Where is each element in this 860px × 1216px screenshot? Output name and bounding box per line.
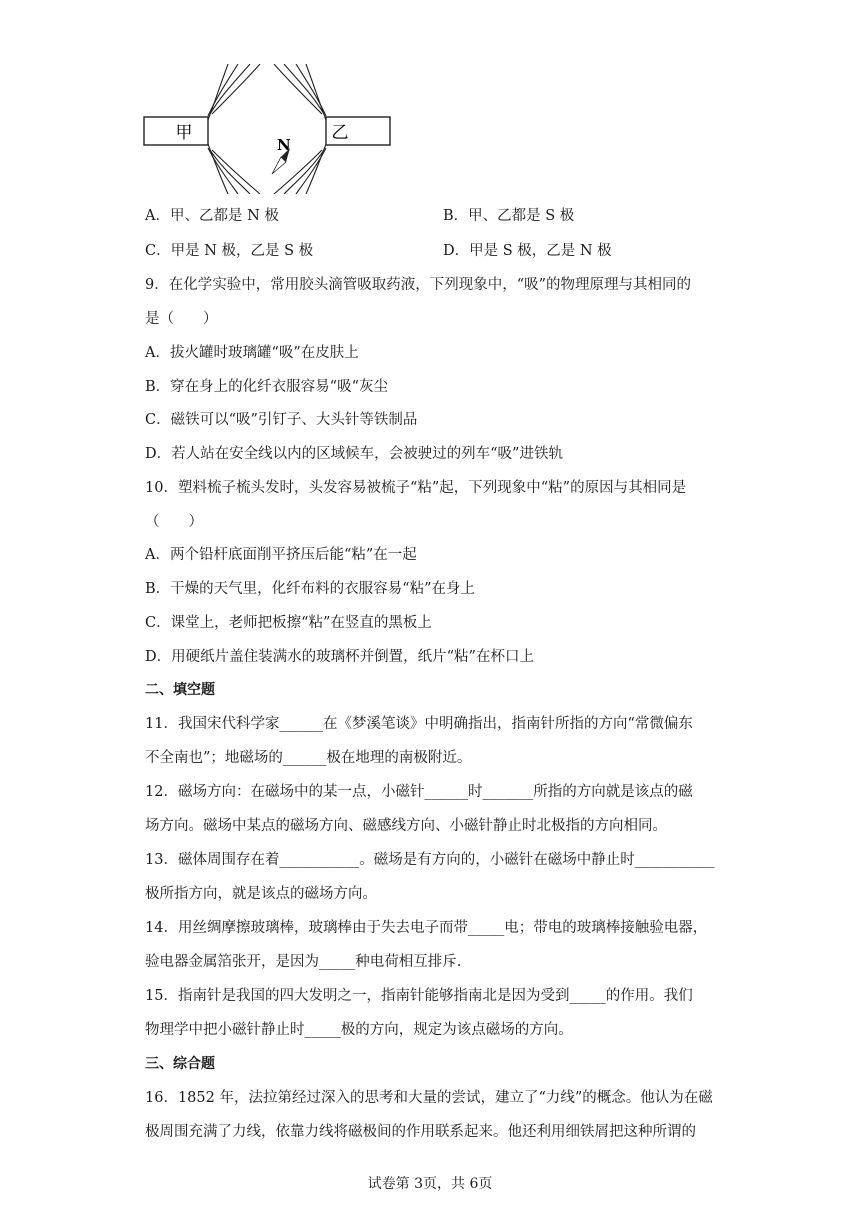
page-footer: 试卷第 3页，共 6页 <box>367 1176 493 1192</box>
q10-option-a: A．两个铅杆底面削平挤压后能“粘”在一起 <box>145 547 417 563</box>
q9-option-c: C．磁铁可以“吸”引钉子、大头针等铁制品 <box>145 412 418 428</box>
q12-line1: 12．磁场方向：在磁场中的某一点，小磁针______时_______所指的方向就是该点的磁 <box>145 784 693 800</box>
q10-stem-line1: 10．塑料梳子梳头发时，头发容易被梳子“粘”起，下列现象中“粘”的原因与其相同是 <box>145 480 687 496</box>
needle-n-label: N <box>277 136 291 154</box>
q11-line1: 11．我国宋代科学家______在《梦溪笔谈》中明确指出，指南针所指的方向“常微偏东 <box>145 716 693 732</box>
q8-option-b: B．甲、乙都是 S 极 <box>443 208 575 224</box>
q15-line2: 物理学中把小磁针静止时_____极的方向，规定为该点磁场的方向。 <box>145 1022 573 1038</box>
q11-line2: 不全南也”；地磁场的______极在地理的南极附近。 <box>145 750 472 766</box>
q10-stem-line2: （ ） <box>145 514 203 530</box>
q9-option-a: A．拔火罐时玻璃罐“吸”在皮肤上 <box>145 345 359 361</box>
q9-stem-line1: 9．在化学实验中，常用胶头滴管吸取药液，下列现象中，“吸”的物理原理与其相同的 <box>145 277 692 293</box>
left-magnet-label: 甲 <box>175 123 193 143</box>
q8-option-a: A．甲、乙都是 N 极 <box>145 208 279 224</box>
q15-line1: 15．指南针是我国的四大发明之一，指南针能够指南北是因为受到_____的作用。我们 <box>145 988 693 1004</box>
section-2-title: 二、填空题 <box>145 682 215 698</box>
magnet-field-figure <box>142 64 394 194</box>
q8-option-d: D．甲是 S 极，乙是 N 极 <box>443 243 612 259</box>
q8-option-c: C．甲是 N 极，乙是 S 极 <box>145 243 314 259</box>
section-3-title: 三、综合题 <box>145 1056 215 1072</box>
q9-stem-line2: 是（ ） <box>145 311 218 327</box>
q14-line2: 验电器金属箔张开，是因为_____种电荷相互排斥. <box>145 954 462 970</box>
q10-option-c: C．课堂上，老师把板擦“粘”在竖直的黑板上 <box>145 615 432 631</box>
q14-line1: 14．用丝绸摩擦玻璃棒，玻璃棒由于失去电子而带_____电；带电的玻璃棒接触验电器， <box>145 920 708 936</box>
q9-option-b: B．穿在身上的化纤衣服容易“吸“灰尘 <box>145 379 388 395</box>
q10-option-b: B．干燥的天气里，化纤布料的衣服容易“粘”在身上 <box>145 581 475 597</box>
q16-line1: 16．1852 年，法拉第经过深入的思考和大量的尝试，建立了“力线”的概念。他认为在磁 <box>145 1090 713 1106</box>
q10-option-d: D．用硬纸片盖住装满水的玻璃杯并倒置，纸片“粘”在杯口上 <box>145 649 534 665</box>
q16-line2: 极周围充满了力线，依靠力线将磁极间的作用联系起来。他还利用细铁屑把这种所谓的 <box>145 1124 696 1140</box>
right-magnet-label: 乙 <box>331 123 349 143</box>
q9-option-d: D．若人站在安全线以内的区域候车，会被驶过的列车“吸”进铁轨 <box>145 446 563 462</box>
q8-options-row2 <box>145 241 612 261</box>
q12-line2: 场方向。磁场中某点的磁场方向、磁感线方向、小磁针静止时北极指的方向相同。 <box>145 818 667 834</box>
q8-options-row1 <box>145 206 575 226</box>
q13-line1: 13．磁体周围存在着___________。磁场是有方向的，小磁针在磁场中静止时___________ <box>145 852 715 868</box>
q13-line2: 极所指方向，就是该点的磁场方向。 <box>145 886 377 902</box>
magnetic-field-lines-diagram <box>142 64 394 194</box>
